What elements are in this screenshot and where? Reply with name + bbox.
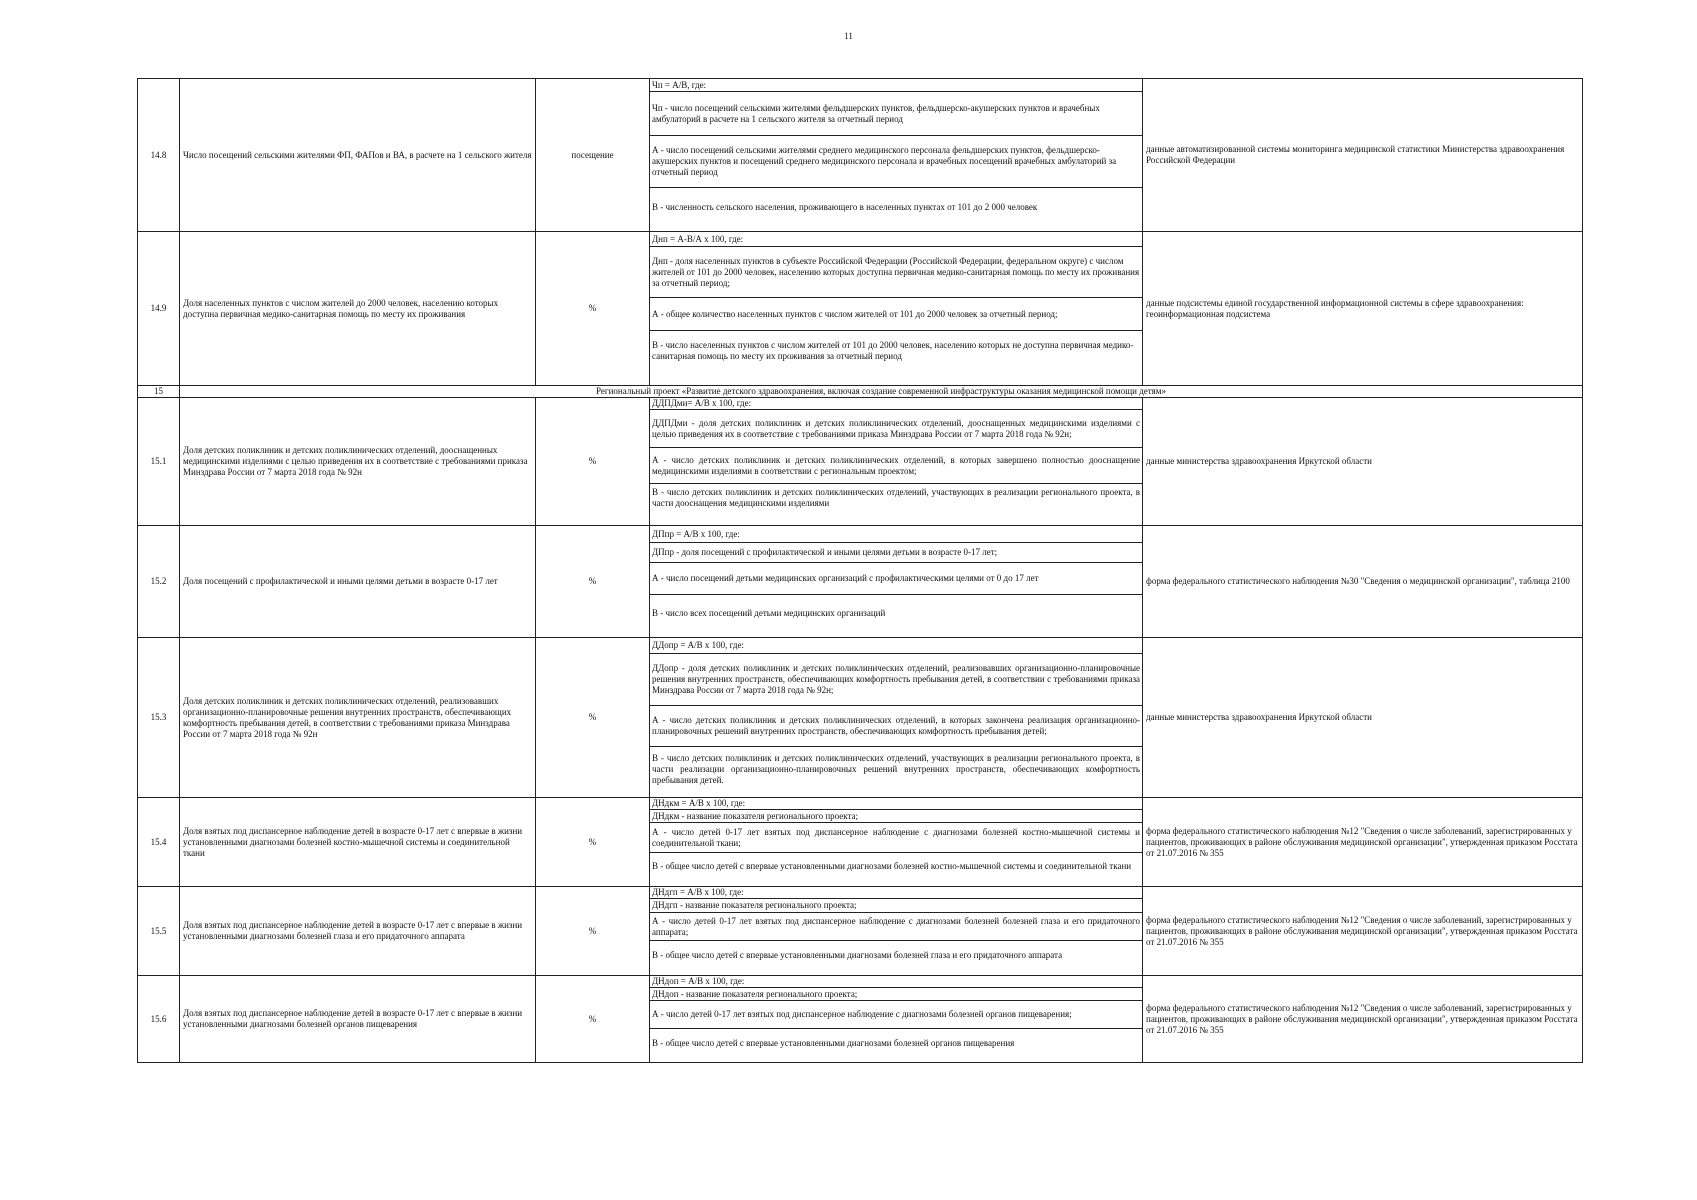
indicator-unit: % (536, 232, 650, 386)
formula-term (650, 988, 1142, 1001)
formula-text: ДДПДми - доля детских поликлиник и детских поликлинических отделений, дооснащенных медицинскими изделиями с целью приведения их в соответствие с требованиями приказа Минздрава России от 7 марта 2018 года № 92н; (652, 417, 1140, 439)
indicator-unit: посещение (536, 79, 650, 232)
formula-term (650, 899, 1142, 913)
indicator-unit: % (536, 798, 650, 887)
indicator-unit: % (536, 887, 650, 976)
indicator-name: Доля детских поликлиник и детских поликлинических отделений, реализовавших организационно-планировочные решения внутренних пространств, обеспечивающих комфортность пребывания детей, в соответствии с требованиями приказа Минздрава России от 7 марта 2018 года № 92н (180, 638, 536, 798)
formula-text: ДДопр - доля детских поликлиник и детских поликлинических отделений, реализовавших организационно-планировочные решения внутренних пространств, обеспечивающих комфортность пребывания детей, в соответствии с требованиями приказа Минздрава России от 7 марта 2018 года № 92н; (652, 663, 1140, 695)
formula-text: Днп - доля населенных пунктов в субъекте Российской Федерации (Российской Федерации, федеральном округе) с числом жителей от 101 до 2000 человек, населению которых доступна первичная медико-санитарная помощь по месту их проживания за отчетный период; (652, 255, 1140, 288)
formula-text: ДНдоп = А/В х 100, где: (652, 976, 745, 986)
indicator-unit: % (536, 526, 650, 638)
indicator-name: Доля детских поликлиник и детских поликлинических отделений, дооснащенных медицинскими изделиями с целью приведения их в соответствие с требованиями приказа Минздрава России от 7 марта 2018 года № 92н (180, 398, 536, 526)
formula-text: А - число детских поликлиник и детских поликлинических отделений, в которых закончена реализация организационно-планировочных решений внутренних пространств, обеспечивающих комфортность пребывания детей; (652, 715, 1140, 736)
indicator-number: 15.3 (138, 638, 180, 798)
indicators-table (137, 78, 1583, 1063)
indicator-number: 15.2 (138, 526, 180, 638)
formula-text: ДДПДми= А/В х 100, где: (652, 398, 752, 408)
section-header-row (138, 386, 1583, 398)
formula-cell (650, 887, 1143, 976)
formula-term (650, 543, 1142, 563)
indicator-row (138, 887, 1583, 976)
formula-term (650, 484, 1142, 512)
formula-text: ДНдгп - название показателя регионального проекта; (652, 900, 857, 910)
formula-text: ДНдоп - название показателя регионального проекта; (652, 988, 858, 999)
formula-text: В - общее число детей с впервые установленными диагнозами болезней глаза и его придаточного аппарата (652, 950, 1063, 960)
indicator-number: 15.5 (138, 887, 180, 976)
formula-text: ДНдкм = А/В х 100, где: (652, 798, 746, 808)
indicator-row (138, 798, 1583, 887)
formula-term (650, 654, 1142, 706)
formula-cell (650, 526, 1143, 638)
formula-term (650, 595, 1142, 632)
data-source: форма федерального статистического наблюдения №30 "Сведения о медицинской организации", таблица 2100 (1143, 526, 1583, 638)
data-source: данные автоматизированной системы мониторинга медицинской статистики Министерства здравоохранения Российской Федерации (1143, 79, 1583, 232)
formula-text: А - число детских поликлиник и детских поликлинических отделений, в которых завершено полностью дооснащение медицинскими изделиями в соответствии с региональным проектом; (652, 454, 1140, 476)
formula-definition (650, 526, 1142, 543)
indicator-number: 15.6 (138, 976, 180, 1063)
formula-text: ДПпр = А/В х 100, где: (652, 528, 740, 539)
indicator-unit: % (536, 398, 650, 526)
formula-text: А - число посещений детьми медицинских организаций с профилактическими целями от 0 до 17 лет (652, 573, 1039, 583)
formula-definition (650, 398, 1142, 410)
formula-term (650, 410, 1142, 448)
indicator-row (138, 526, 1583, 638)
indicator-name: Доля взятых под диспансерное наблюдение детей в возрасте 0-17 лет с впервые в жизни установленными диагнозами болезней органов пищеварения (180, 976, 536, 1063)
formula-text: В - общее число детей с впервые установленными диагнозами болезней органов пищеварения (652, 1037, 1015, 1048)
data-source: форма федерального статистического наблюдения №12 "Сведения о числе заболеваний, зарегистрированных у пациентов, проживающих в районе обслуживания медицинской организации", утвержденная приказом Росстата от 21.07.2016 № 355 (1143, 887, 1583, 976)
formula-cell (650, 398, 1143, 526)
data-source: данные министерства здравоохранения Иркутской области (1143, 398, 1583, 526)
formula-text: ДДопр = А/В х 100, где: (652, 640, 744, 650)
formula-term (650, 331, 1142, 371)
formula-term (650, 747, 1142, 791)
formula-cell (650, 798, 1143, 887)
indicator-number: 14.8 (138, 79, 180, 232)
formula-text: А - число детей 0-17 лет взятых под диспансерное наблюдение с диагнозами болезней болезней глаза и его придаточного аппарата; (652, 915, 1140, 937)
formula-text: Днп = А-В/А х 100, где: (652, 233, 744, 244)
formula-text: А - число детей 0-17 лет взятых под диспансерное наблюдение с диагнозами болезней органов пищеварения; (652, 1009, 1072, 1019)
formula-text: В - число детских поликлиник и детских поликлинических отделений, участвующих в реализации регионального проекта, в части реализации организационно-планировочных решений внутренних пространств, обеспечивающих комфортность пребывания детей. (652, 752, 1140, 785)
indicator-name: Доля взятых под диспансерное наблюдение детей в возрасте 0-17 лет с впервые в жизни установленными диагнозами болезней костно-мышечной системы и соединительной ткани (180, 798, 536, 887)
formula-text: В - число детских поликлиник и детских поликлинических отделений, участвующих в реализации регионального проекта, в части дооснащения медицинскими изделиями (652, 487, 1140, 508)
formula-text: Чп = А/В, где: (652, 79, 707, 90)
formula-term (650, 823, 1142, 853)
formula-cell (650, 79, 1143, 232)
data-source: данные министерства здравоохранения Иркутской области (1143, 638, 1583, 798)
formula-term (650, 298, 1142, 331)
formula-text: ДНдгп = А/В х 100, где: (652, 887, 744, 897)
formula-text: А - общее количество населенных пунктов с числом жителей от 101 до 2000 человек за отчетный период; (652, 308, 1058, 319)
formula-text: А - число детей 0-17 лет взятых под диспансерное наблюдение с диагнозами болезней костно-мышечной системы и соединительной ткани; (652, 826, 1140, 848)
formula-definition (650, 976, 1142, 988)
indicator-row (138, 976, 1583, 1063)
formula-definition (650, 232, 1142, 247)
formula-cell (650, 232, 1143, 386)
formula-term (650, 92, 1142, 136)
formula-definition (650, 887, 1142, 899)
formula-term (650, 1029, 1142, 1057)
formula-definition (650, 798, 1142, 810)
formula-text: В - число населенных пунктов с числом жителей от 101 до 2000 человек, населению которых не доступна первичная медико-санитарная помощь по месту их проживания за отчетный период (652, 340, 1134, 361)
indicator-unit: % (536, 976, 650, 1063)
formula-term (650, 563, 1142, 595)
section-number: 15 (138, 386, 180, 398)
formula-term (650, 810, 1142, 823)
formula-text: В - общее число детей с впервые установленными диагнозами болезней костно-мышечной системы и соединительной ткани (652, 860, 1132, 871)
data-source: форма федерального статистического наблюдения №12 "Сведения о числе заболеваний, зарегистрированных у пациентов, проживающих в районе обслуживания медицинской организации", утвержденная приказом Росстата от 21.07.2016 № 355 (1143, 976, 1583, 1063)
indicator-row (138, 638, 1583, 798)
formula-text: В - число всех посещений детьми медицинских организаций (652, 608, 886, 618)
indicator-number: 15.4 (138, 798, 180, 887)
formula-text: А - число посещений сельскими жителями среднего медицинского персонала фельдшерских пунктов, фельдшерско-акушерских пунктов и посещений среднего медицинского персонала и врачебных посещений врачебных амбулаторий за отчетный период (652, 145, 1117, 177)
indicator-name: Доля населенных пунктов с числом жителей до 2000 человек, населению которых доступна первичная медико-санитарная помощь по месту их проживания (180, 232, 536, 386)
section-title: Региональный проект «Развитие детского здравоохранения, включая создание современной инфраструктуры оказания медицинской помощи детям» (180, 386, 1583, 398)
indicator-row (138, 232, 1583, 386)
data-source: данные подсистемы единой государственной информационной системы в сфере здравоохранения: геоинформационная подсистема (1143, 232, 1583, 386)
formula-term (650, 706, 1142, 747)
formula-text: ДПпр - доля посещений с профилактической и иными целями детьми в возрасте 0-17 лет; (652, 547, 998, 557)
page-number: 11 (844, 31, 853, 41)
formula-term (650, 853, 1142, 879)
formula-text: Чп - число посещений сельскими жителями фельдшерских пунктов, фельдшерско-акушерских пунктов и врачебных амбулаторий в расчете на 1 сельского жителя за отчетный период (652, 102, 1100, 124)
formula-definition (650, 638, 1142, 654)
indicator-name: Доля посещений с профилактической и иными целями детьми в возрасте 0-17 лет (180, 526, 536, 638)
formula-term (650, 941, 1142, 970)
formula-term (650, 136, 1142, 188)
formula-term (650, 913, 1142, 941)
formula-term (650, 1001, 1142, 1029)
indicator-unit: % (536, 638, 650, 798)
indicator-name: Доля взятых под диспансерное наблюдение детей в возрасте 0-17 лет с впервые в жизни установленными диагнозами болезней глаза и его придаточного аппарата (180, 887, 536, 976)
formula-term (650, 247, 1142, 298)
formula-term (650, 188, 1142, 226)
formula-text: В - численность сельского населения, проживающего в населенных пунктах от 101 до 2 000 человек (652, 201, 1038, 212)
indicator-row (138, 398, 1583, 526)
formula-text: ДНдкм - название показателя регионального проекта; (652, 810, 859, 821)
formula-cell (650, 976, 1143, 1063)
formula-definition (650, 79, 1142, 92)
indicator-name: Число посещений сельскими жителями ФП, ФАПов и ВА, в расчете на 1 сельского жителя (180, 79, 536, 232)
indicator-number: 14.9 (138, 232, 180, 386)
indicator-row (138, 79, 1583, 232)
indicator-number: 15.1 (138, 398, 180, 526)
data-source: форма федерального статистического наблюдения №12 "Сведения о числе заболеваний, зарегистрированных у пациентов, проживающих в районе обслуживания медицинской организации", утвержденная приказом Росстата от 21.07.2016 № 355 (1143, 798, 1583, 887)
formula-cell (650, 638, 1143, 798)
formula-term (650, 448, 1142, 484)
